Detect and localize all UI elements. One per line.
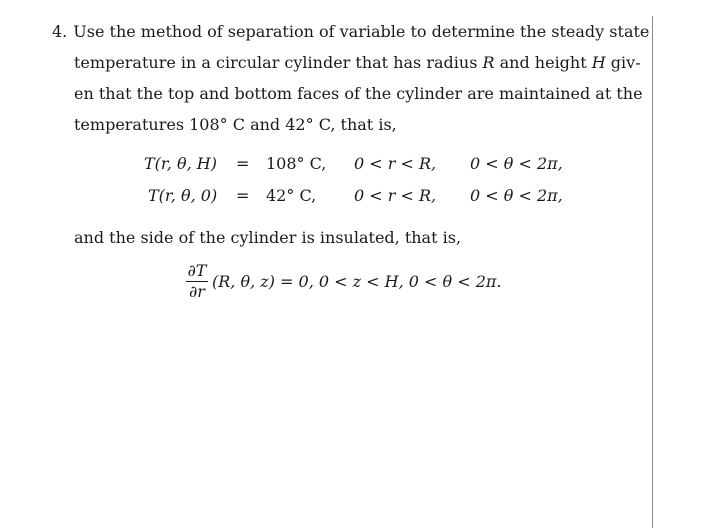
eq-top-r-range: 0 < r < R, (354, 154, 437, 173)
eq-top-theta-range: 0 < θ < 2π, (470, 154, 563, 173)
eq-bottom-theta-range: 0 < θ < 2π, (470, 186, 563, 205)
partial-derivative-fraction (186, 262, 208, 301)
eq-top-lhs: T(r, θ, H) (144, 154, 217, 173)
problem-number: 4. (52, 22, 68, 41)
eq-bottom-equals: = (236, 186, 250, 205)
line-2-part-1: temperature in a circular cylinder that has radius (74, 53, 483, 72)
right-margin-rule (652, 16, 653, 528)
height-symbol: H (591, 53, 606, 72)
problem-line-1 (52, 18, 650, 49)
problem-line-1-text: Use the method of separation of variable to determine the steady state (73, 22, 650, 41)
eq-bottom-r-range: 0 < r < R, (354, 186, 437, 205)
boundary-rest: (R, θ, z) = 0, 0 < z < H, 0 < θ < 2π. (212, 272, 502, 291)
problem-line-4 (52, 111, 642, 142)
line-4-text: temperatures 108° C and 42° C, that is, (74, 115, 397, 134)
line-3-text: en that the top and bottom faces of the cylinder are maintained at the (74, 84, 643, 103)
problem-line-3 (52, 80, 642, 111)
fraction-denominator: ∂r (189, 282, 205, 301)
insulated-text: and the side of the cylinder is insulated, that is, (74, 228, 462, 247)
fraction-numerator: ∂T (187, 261, 207, 280)
line-2-part-2: and height (494, 53, 592, 72)
radius-symbol: R (482, 53, 495, 72)
eq-top-equals: = (236, 154, 250, 173)
problem-line-2 (52, 49, 642, 80)
line-2-part-3: giv- (605, 53, 641, 72)
eq-top-value: 108° C, (266, 154, 327, 173)
eq-bottom-value: 42° C, (266, 186, 317, 205)
equation-top (0, 154, 720, 178)
problem-statement (52, 18, 650, 142)
equation-bottom (0, 186, 720, 210)
eq-bottom-lhs: T(r, θ, 0) (148, 186, 218, 205)
